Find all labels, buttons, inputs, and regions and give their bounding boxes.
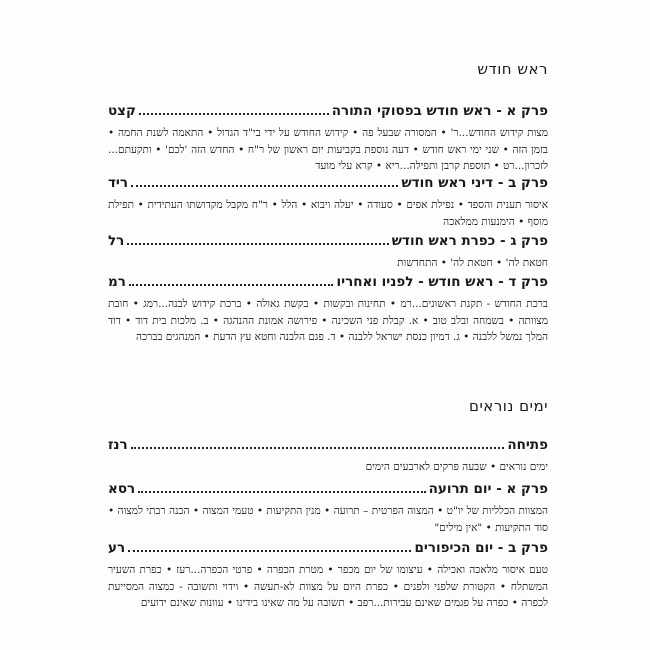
chapter-title: פרק א - יום תרועה bbox=[428, 481, 548, 497]
chapter-heading[interactable] bbox=[108, 102, 548, 120]
dot-leader bbox=[139, 102, 329, 115]
section-title-yamim-noraim: ימים נוראים bbox=[468, 397, 548, 415]
chapter-heading[interactable] bbox=[108, 539, 548, 557]
chapter-entry bbox=[108, 436, 548, 476]
chapter-entry bbox=[108, 232, 548, 272]
dot-leader bbox=[131, 174, 398, 187]
chapter-page-number: רע bbox=[108, 540, 126, 556]
chapter-page-number: רמ bbox=[108, 274, 126, 290]
chapter-entry bbox=[108, 539, 548, 612]
chapter-title: פתיחה bbox=[507, 437, 548, 453]
dot-leader bbox=[131, 436, 505, 449]
chapter-heading[interactable] bbox=[108, 436, 548, 454]
chapter-heading[interactable] bbox=[108, 480, 548, 498]
dot-leader bbox=[127, 232, 388, 245]
chapter-page-number: רסא bbox=[108, 481, 136, 497]
dot-leader bbox=[138, 480, 425, 493]
chapter-description: מצות קידוש החודש...ר' • המסורה שבעל פה • קידוש החודש על ידי בי"ד הגדול • התאמה לשנת החמה • בזמן הזה • שני ימי ראש חודש • דעה נוספת בקביעות יום ראשון של ר"ח • החדש הזה 'לכם' • ותקעתם... לזכרון...רט • תוספת קרבן ותפילה...ריא • קרא עלי מועד bbox=[108, 127, 548, 172]
chapter-description: המצוות הכלליות של יו"ט • המצוה הפרטית – תרועה • מנין התקיעות • טעמי המצוה • הכנה רבתי למצוה • סוד התקיעות • "אין מילים" bbox=[108, 505, 548, 534]
dot-leader bbox=[129, 273, 334, 286]
chapter-entry bbox=[108, 480, 548, 536]
chapter-entry bbox=[108, 102, 548, 175]
chapter-description: ימים נוראים • שבעה פרקים לארבעים הימים bbox=[365, 461, 548, 473]
chapter-title: פרק א - ראש חודש בפסוקי התורה bbox=[331, 103, 548, 119]
chapter-description: טעם איסור מלאכה ואכילה • עיצומו של יום מכפר • מטרת הכפרה • פרטי הכפרה...רעז • כפרת השעיר המשתלח • הקטורת שלפני ולפנים • כפרת היום על מצוות לא-תעשה • וידוי ותשובה - כמצוה המסייעת לכפרה • כפרה על פגמים שאינם עבירות...רפב • תשובה על מה שאינו בידינו • עוונות שאינם ידועים bbox=[108, 564, 548, 609]
chapter-title: פרק ב - דיני ראש חודש bbox=[401, 175, 548, 191]
chapter-entry bbox=[108, 174, 548, 230]
chapter-entry bbox=[108, 273, 548, 346]
chapter-heading[interactable] bbox=[108, 232, 548, 250]
dot-leader bbox=[128, 539, 411, 552]
chapter-description: ברכת החודש - תקנת ראשונים...רמ • תחינות ובקשות • בקשת גאולה • ברכת קידוש לבנה...רמג • חובת מצוותה • בשמחה ובלב טוב • א. קבלת פני השכינה • פירושה אמונת ההנהגה • ב. מלכות בית דוד • דוד המלך נמשל ללבנה • ג. דמיון כנסת ישראל ללבנה • ד. פגם הלבנה וחטא עץ הדעת • המנהגים בברכה bbox=[108, 298, 548, 343]
chapter-heading[interactable] bbox=[108, 174, 548, 192]
chapter-description: איסור תענית והספד • נפילת אפים • סעודה • יעלה ויבוא • הלל • ר"ח מקבל מקדושתו העתידית • תפילת מוסף • הימנעות ממלאכה bbox=[108, 199, 548, 228]
chapter-title: פרק ד - ראש חודש - לפניו ואחריו bbox=[336, 274, 548, 290]
chapter-page-number: רל bbox=[108, 233, 125, 249]
chapter-page-number: רנז bbox=[108, 437, 128, 453]
chapter-page-number: קצט bbox=[108, 103, 136, 119]
chapter-title: פרק ב - יום הכיפורים bbox=[414, 540, 548, 556]
chapter-heading[interactable] bbox=[108, 273, 548, 291]
chapter-title: פרק ג - כפרת ראש חודש bbox=[391, 233, 548, 249]
chapter-description: חטאת לה' • חטאת לה' • התחדשות bbox=[397, 257, 548, 269]
chapter-page-number: ריד bbox=[108, 175, 129, 191]
section-title-rosh-chodesh: ראש חודש bbox=[477, 60, 548, 78]
